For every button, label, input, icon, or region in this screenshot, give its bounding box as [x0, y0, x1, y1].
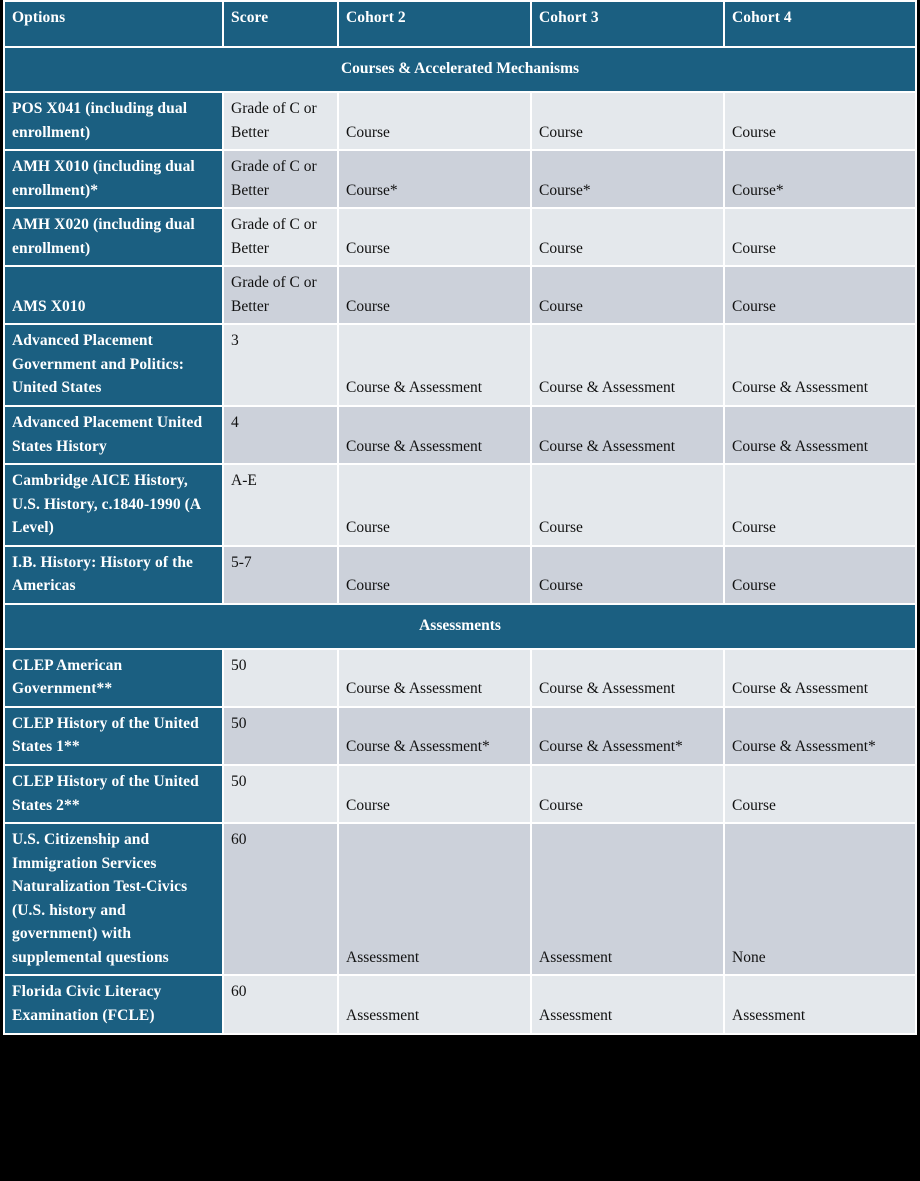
- cell-option: POS X041 (including dual enrollment): [5, 93, 222, 149]
- table-row: [5, 650, 915, 706]
- table-body: [5, 48, 915, 1033]
- cell-score: Grade of C or Better: [224, 151, 337, 207]
- cell-cohort-2: Course & Assessment: [339, 325, 530, 405]
- cell-cohort-3: Course: [532, 267, 723, 323]
- cell-score: 50: [224, 650, 337, 706]
- table-row: [5, 766, 915, 822]
- cell-cohort-2: Course: [339, 93, 530, 149]
- cell-cohort-4: Course & Assessment*: [725, 708, 915, 764]
- cell-cohort-2: Course: [339, 267, 530, 323]
- table-row: [5, 93, 915, 149]
- cell-cohort-4: None: [725, 824, 915, 974]
- section-title: Courses & Accelerated Mechanisms: [5, 48, 915, 91]
- cell-cohort-2: Course: [339, 766, 530, 822]
- cell-cohort-2: Course*: [339, 151, 530, 207]
- cell-cohort-4: Course & Assessment: [725, 325, 915, 405]
- civic-literacy-options-table: [3, 0, 917, 1035]
- cell-cohort-2: Course: [339, 209, 530, 265]
- column-header-cohort-3: Cohort 3: [532, 2, 723, 46]
- table-header-row: [5, 2, 915, 46]
- cell-option: Advanced Placement United States History: [5, 407, 222, 463]
- table-row: [5, 976, 915, 1032]
- cell-option: CLEP History of the United States 1**: [5, 708, 222, 764]
- cell-cohort-4: Course & Assessment: [725, 407, 915, 463]
- cell-option: AMS X010: [5, 267, 222, 323]
- table-row: [5, 325, 915, 405]
- cell-cohort-3: Course & Assessment: [532, 325, 723, 405]
- cell-cohort-3: Assessment: [532, 976, 723, 1032]
- table-row: [5, 407, 915, 463]
- table-row: [5, 547, 915, 603]
- cell-option: AMH X020 (including dual enrollment): [5, 209, 222, 265]
- cell-cohort-3: Course: [532, 465, 723, 545]
- cell-score: 50: [224, 766, 337, 822]
- table-row: [5, 708, 915, 764]
- cell-option: Cambridge AICE History, U.S. History, c.1840-1990 (A Level): [5, 465, 222, 545]
- cell-option: CLEP History of the United States 2**: [5, 766, 222, 822]
- cell-score: 60: [224, 824, 337, 974]
- table-frame: [3, 0, 914, 1035]
- table-row: [5, 151, 915, 207]
- cell-cohort-4: Course & Assessment: [725, 650, 915, 706]
- cell-cohort-2: Assessment: [339, 976, 530, 1032]
- cell-score: 3: [224, 325, 337, 405]
- cell-score: A-E: [224, 465, 337, 545]
- cell-cohort-4: Course*: [725, 151, 915, 207]
- table-row: [5, 267, 915, 323]
- cell-score: Grade of C or Better: [224, 93, 337, 149]
- cell-score: Grade of C or Better: [224, 209, 337, 265]
- cell-cohort-4: Assessment: [725, 976, 915, 1032]
- section-title: Assessments: [5, 605, 915, 648]
- cell-option: U.S. Citizenship and Immigration Services Naturalization Test-Civics (U.S. history and government) with supplemental questions: [5, 824, 222, 974]
- cell-cohort-3: Course & Assessment: [532, 650, 723, 706]
- cell-cohort-3: Course & Assessment: [532, 407, 723, 463]
- cell-cohort-3: Course: [532, 93, 723, 149]
- column-header-score: Score: [224, 2, 337, 46]
- cell-score: Grade of C or Better: [224, 267, 337, 323]
- cell-cohort-3: Course: [532, 547, 723, 603]
- cell-cohort-4: Course: [725, 209, 915, 265]
- cell-cohort-2: Assessment: [339, 824, 530, 974]
- column-header-options: Options: [5, 2, 222, 46]
- cell-option: AMH X010 (including dual enrollment)*: [5, 151, 222, 207]
- cell-cohort-2: Course & Assessment: [339, 407, 530, 463]
- column-header-cohort-4: Cohort 4: [725, 2, 915, 46]
- cell-option: Advanced Placement Government and Politics: United States: [5, 325, 222, 405]
- cell-score: 50: [224, 708, 337, 764]
- cell-cohort-3: Course & Assessment*: [532, 708, 723, 764]
- table-row: [5, 209, 915, 265]
- table-row: [5, 465, 915, 545]
- cell-option: CLEP American Government**: [5, 650, 222, 706]
- cell-cohort-3: Course: [532, 766, 723, 822]
- table-row: [5, 824, 915, 974]
- table-header: [5, 2, 915, 46]
- cell-cohort-3: Course*: [532, 151, 723, 207]
- cell-cohort-3: Assessment: [532, 824, 723, 974]
- cell-cohort-2: Course: [339, 547, 530, 603]
- cell-score: 4: [224, 407, 337, 463]
- section-header-row: [5, 605, 915, 648]
- cell-cohort-4: Course: [725, 465, 915, 545]
- cell-score: 60: [224, 976, 337, 1032]
- cell-cohort-4: Course: [725, 267, 915, 323]
- cell-cohort-4: Course: [725, 766, 915, 822]
- cell-cohort-2: Course & Assessment: [339, 650, 530, 706]
- cell-cohort-2: Course & Assessment*: [339, 708, 530, 764]
- cell-cohort-4: Course: [725, 93, 915, 149]
- column-header-cohort-2: Cohort 2: [339, 2, 530, 46]
- cell-option: I.B. History: History of the Americas: [5, 547, 222, 603]
- cell-cohort-3: Course: [532, 209, 723, 265]
- cell-cohort-2: Course: [339, 465, 530, 545]
- cell-score: 5-7: [224, 547, 337, 603]
- cell-cohort-4: Course: [725, 547, 915, 603]
- cell-option: Florida Civic Literacy Examination (FCLE): [5, 976, 222, 1032]
- section-header-row: [5, 48, 915, 91]
